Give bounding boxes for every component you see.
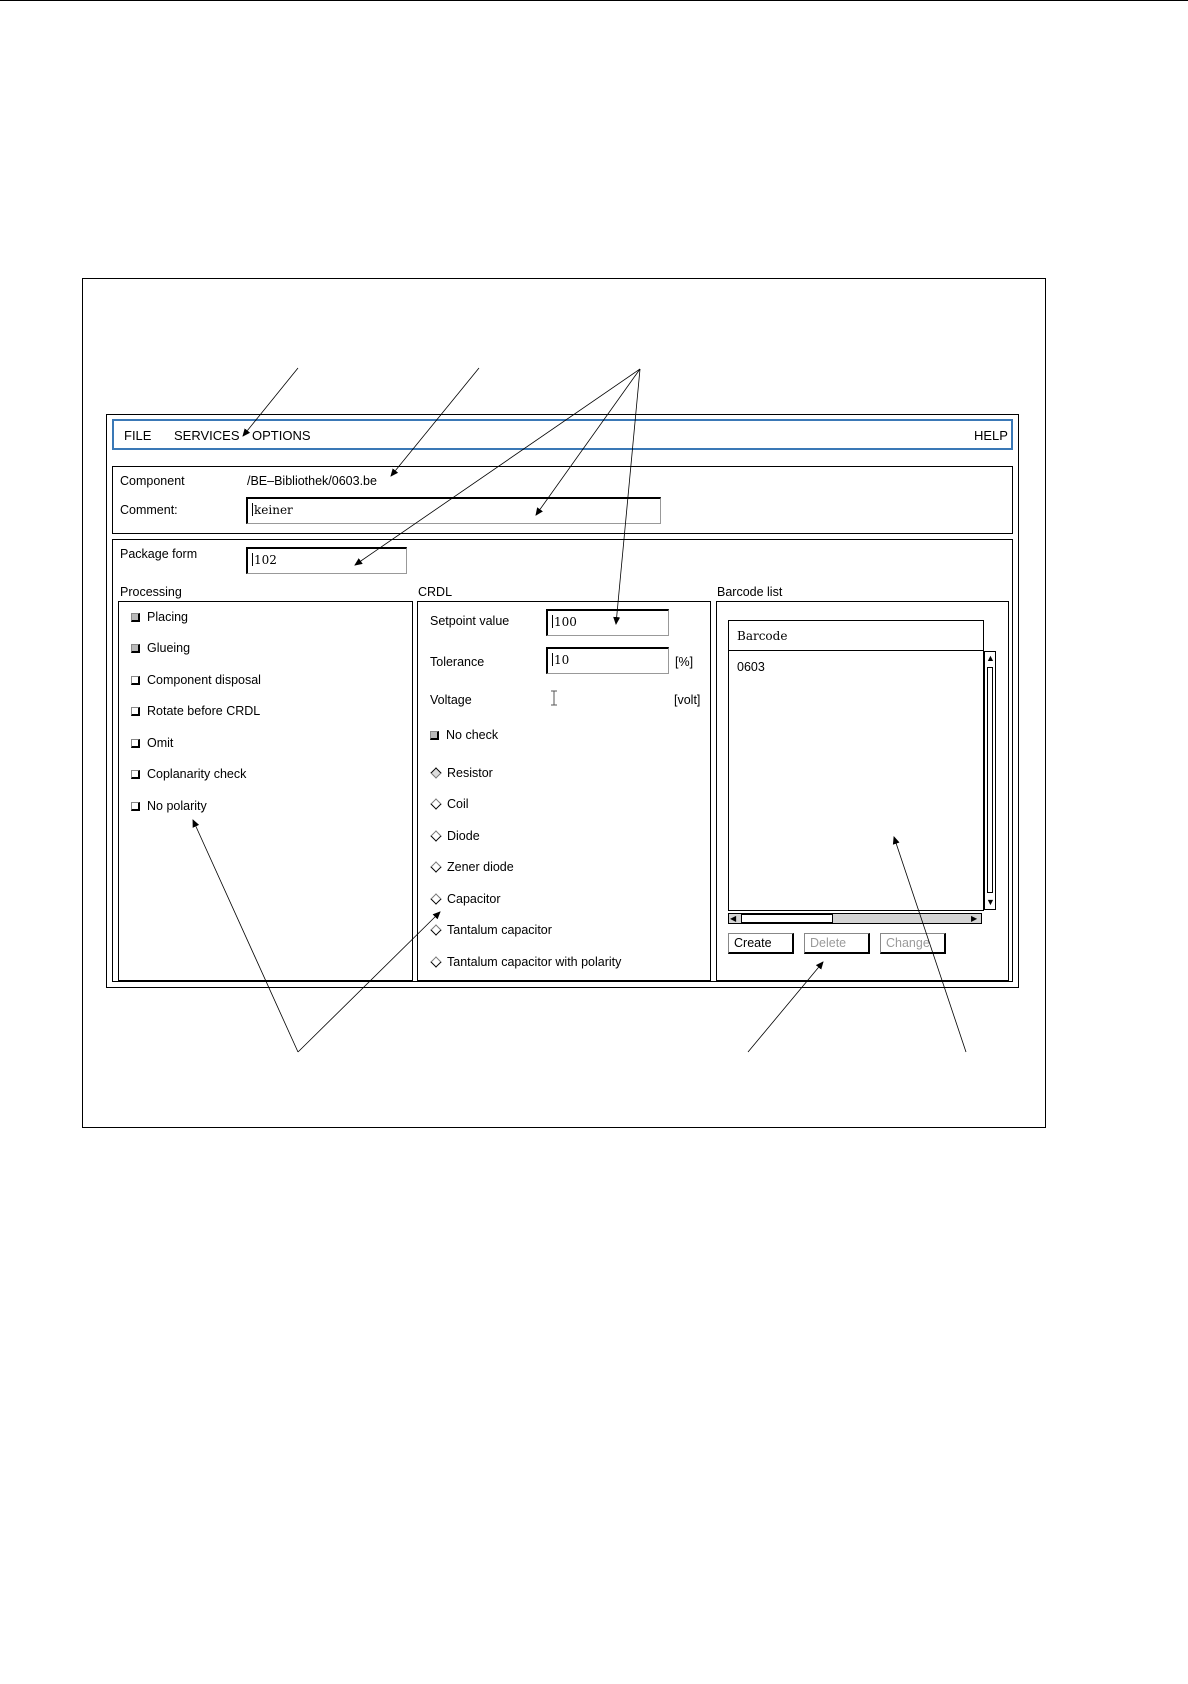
processing-title: Processing bbox=[120, 585, 182, 599]
component-editor-window bbox=[106, 414, 1019, 988]
page-top-rule bbox=[0, 0, 1188, 1]
crdl-group bbox=[417, 601, 711, 981]
arrow-right-icon[interactable]: ▶ bbox=[971, 914, 978, 923]
component-panel bbox=[112, 466, 1013, 534]
tolerance-value: 10 bbox=[554, 653, 570, 667]
barcode-list-title: Barcode list bbox=[717, 585, 783, 599]
radio-selected-icon bbox=[430, 767, 441, 778]
radio-icon bbox=[430, 956, 441, 967]
text-cursor-icon bbox=[252, 553, 253, 566]
setpoint-label: Setpoint value bbox=[430, 614, 510, 628]
i-beam-cursor-icon bbox=[550, 690, 558, 706]
menu-help[interactable]: HELP bbox=[974, 428, 1008, 443]
setpoint-value: 100 bbox=[554, 615, 577, 629]
menu-services[interactable]: SERVICES bbox=[174, 428, 240, 443]
horizontal-scrollbar[interactable] bbox=[728, 913, 982, 924]
text-cursor-icon bbox=[552, 653, 553, 666]
barcode-column-header: Barcode bbox=[729, 621, 983, 651]
package-form-label: Package form bbox=[120, 547, 198, 561]
checkbox-component-disposal[interactable]: Component disposal bbox=[131, 673, 261, 691]
radio-zener-diode[interactable]: Zener diode bbox=[430, 860, 514, 878]
arrow-up-icon[interactable]: ▲ bbox=[986, 653, 995, 663]
radio-icon bbox=[430, 861, 441, 872]
comment-label: Comment: bbox=[120, 503, 178, 517]
radio-diode[interactable]: Diode bbox=[430, 829, 480, 847]
checkbox-checked-icon bbox=[430, 731, 439, 740]
radio-icon bbox=[430, 798, 441, 809]
list-item[interactable]: 0603 bbox=[737, 660, 765, 674]
comment-input[interactable] bbox=[246, 497, 661, 524]
radio-icon bbox=[430, 893, 441, 904]
checkbox-checked-icon bbox=[131, 613, 140, 622]
horizontal-scroll-thumb[interactable] bbox=[741, 914, 833, 923]
voltage-label: Voltage bbox=[430, 693, 472, 707]
processing-group bbox=[118, 601, 413, 981]
create-button[interactable]: Create bbox=[728, 933, 794, 954]
tolerance-label: Tolerance bbox=[430, 655, 485, 669]
comment-value: keiner bbox=[254, 503, 293, 517]
change-button[interactable]: Change bbox=[880, 933, 946, 954]
component-path: /BE–Bibliothek/0603.be bbox=[247, 474, 377, 488]
barcode-listbox[interactable] bbox=[728, 620, 984, 911]
barcode-group bbox=[716, 601, 1009, 981]
checkbox-placing[interactable]: Placing bbox=[131, 610, 188, 628]
menu-file[interactable]: FILE bbox=[124, 428, 152, 443]
component-label: Component bbox=[120, 474, 185, 488]
checkbox-icon bbox=[131, 707, 140, 716]
setpoint-input[interactable] bbox=[546, 609, 669, 636]
tolerance-input[interactable] bbox=[546, 647, 669, 674]
vertical-scroll-thumb[interactable] bbox=[987, 667, 993, 893]
checkbox-icon bbox=[131, 739, 140, 748]
package-form-input[interactable] bbox=[246, 547, 407, 574]
radio-tantalum-capacitor-polarity[interactable]: Tantalum capacitor with polarity bbox=[430, 955, 621, 973]
radio-icon bbox=[430, 830, 441, 841]
checkbox-icon bbox=[131, 770, 140, 779]
arrow-left-icon[interactable]: ◀ bbox=[730, 914, 737, 923]
vertical-scrollbar[interactable] bbox=[984, 651, 996, 910]
checkbox-omit[interactable]: Omit bbox=[131, 736, 173, 754]
checkbox-no-polarity[interactable]: No polarity bbox=[131, 799, 207, 817]
radio-tantalum-capacitor[interactable]: Tantalum capacitor bbox=[430, 923, 552, 941]
checkbox-icon bbox=[131, 676, 140, 685]
checkbox-coplanarity-check[interactable]: Coplanarity check bbox=[131, 767, 246, 785]
radio-coil[interactable]: Coil bbox=[430, 797, 469, 815]
radio-resistor[interactable]: Resistor bbox=[430, 766, 493, 784]
checkbox-icon bbox=[131, 802, 140, 811]
radio-capacitor[interactable]: Capacitor bbox=[430, 892, 501, 910]
text-cursor-icon bbox=[252, 503, 253, 516]
package-form-value: 102 bbox=[254, 553, 277, 567]
checkbox-rotate-before-crdl[interactable]: Rotate before CRDL bbox=[131, 704, 260, 722]
crdl-title: CRDL bbox=[418, 585, 453, 599]
tolerance-unit: [%] bbox=[675, 655, 694, 669]
checkbox-glueing[interactable]: Glueing bbox=[131, 641, 190, 659]
checkbox-checked-icon bbox=[131, 644, 140, 653]
checkbox-no-check[interactable]: No check bbox=[430, 728, 498, 746]
main-panel bbox=[112, 539, 1013, 982]
menu-bar bbox=[112, 419, 1013, 450]
text-cursor-icon bbox=[552, 615, 553, 628]
menu-options[interactable]: OPTIONS bbox=[252, 428, 311, 443]
voltage-unit: [volt] bbox=[674, 693, 701, 707]
delete-button[interactable]: Delete bbox=[804, 933, 870, 954]
arrow-down-icon[interactable]: ▼ bbox=[986, 897, 995, 907]
radio-icon bbox=[430, 924, 441, 935]
